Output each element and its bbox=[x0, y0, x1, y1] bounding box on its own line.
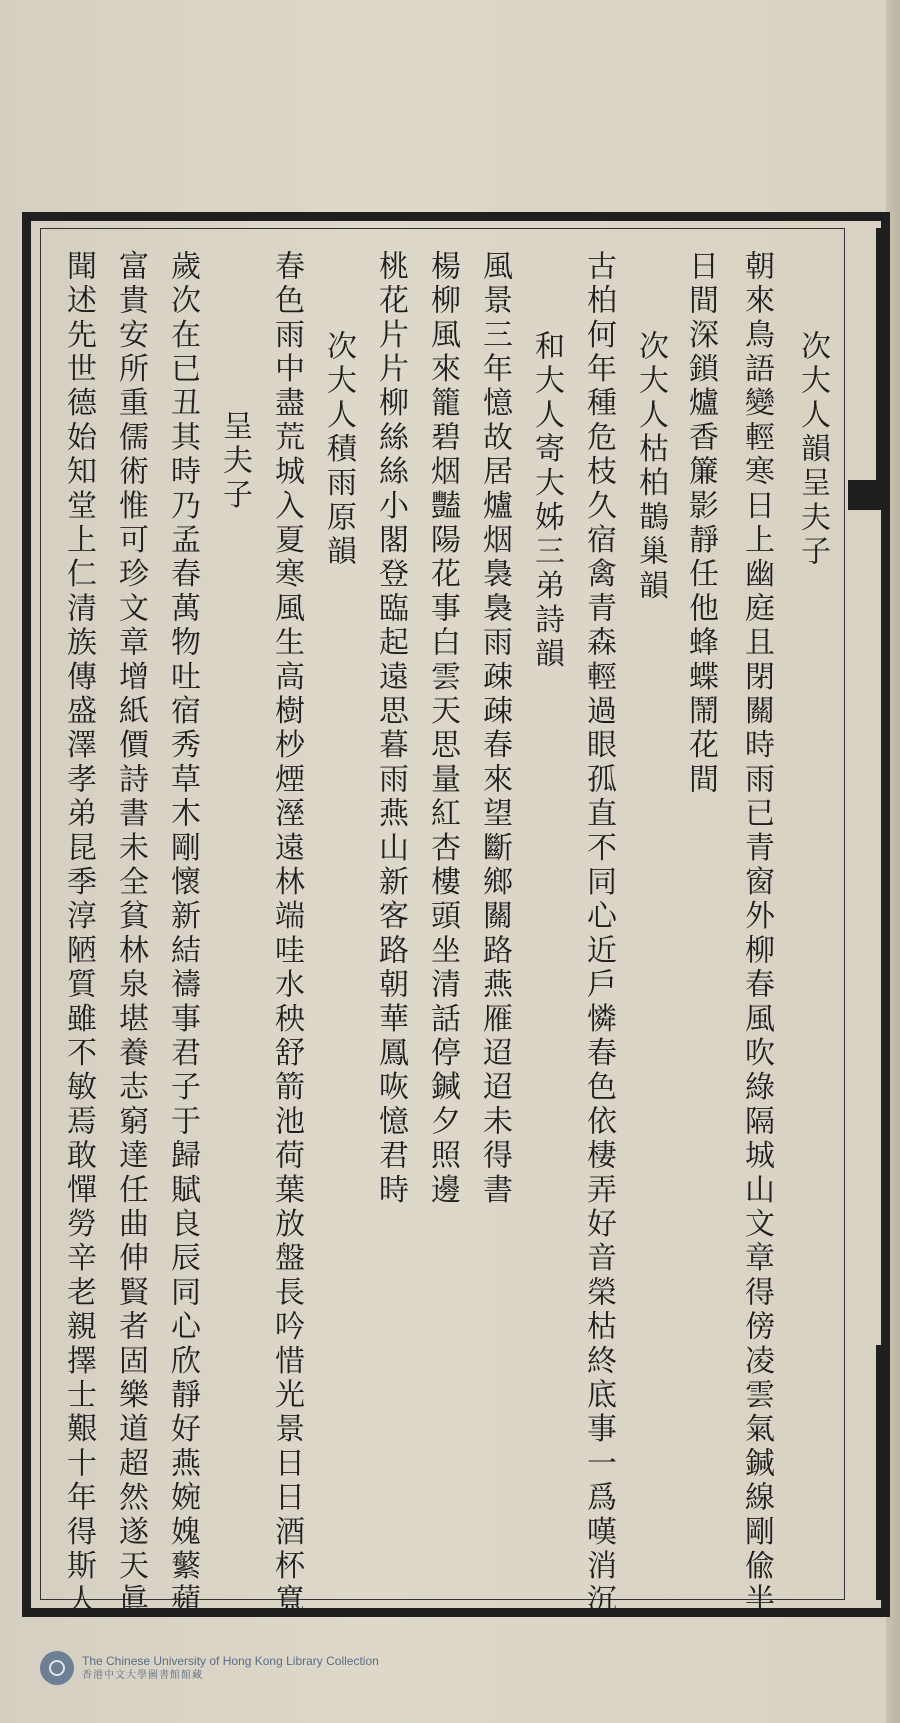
poem-title-5: 呈夫子 bbox=[217, 410, 252, 513]
side-tab-mid bbox=[848, 480, 886, 510]
text-column-5: 古柏何年種危枝久宿禽青森輕過眼孤直不同心近戶憐春色依棲弄好音榮枯終底事一爲嘆消沉 bbox=[581, 250, 616, 1618]
side-tab-bottom bbox=[876, 1345, 886, 1600]
text-column-3: 日間深鎖爐香簾影靜任他蜂蝶鬧花間 bbox=[683, 250, 718, 798]
text-column-7: 風景三年憶故居爐烟裊裊雨疎疎春來望斷鄉關路燕雁迢迢未得書 bbox=[477, 250, 512, 1208]
poem-title-3: 和大人寄大姊三弟詩韻 bbox=[529, 330, 564, 672]
poem-title-1: 次大人韻呈夫子 bbox=[795, 330, 830, 570]
cuhk-library-logo-icon bbox=[40, 1651, 74, 1685]
text-column-2: 朝來鳥語變輕寒日上幽庭且閉關時雨已青窗外柳春風吹綠隔城山文章得傍凌雲氣鍼線剛偸半 bbox=[739, 250, 774, 1618]
watermark-chinese: 香港中文大學圖書館館藏 bbox=[82, 1670, 203, 1681]
library-watermark bbox=[40, 1648, 460, 1688]
text-column-14: 富貴安所重儒術惟可珍文章增紙價詩書未全貧林泉堪養志窮達任曲伸賢者固樂道超然遂天眞 bbox=[113, 250, 148, 1618]
poem-title-4: 次大人積雨原韻 bbox=[321, 330, 356, 570]
side-tab-top bbox=[876, 228, 886, 480]
watermark-english: The Chinese University of Hong Kong Library Collection bbox=[82, 1654, 379, 1668]
text-column-13: 歲次在已丑其時乃孟春萬物吐宿秀草木剛懷新結禱事君子于歸賦良辰同心欣靜好燕婉媿蘩蘋 bbox=[165, 250, 200, 1618]
text-column-15: 聞述先世德始知堂上仁清族傳盛澤孝弟昆季淳陋質雖不敏焉敢憚勞辛老親擇士艱十年得斯人 bbox=[61, 250, 96, 1618]
text-column-9: 桃花片片柳絲絲小閣登臨起遠思暮雨燕山新客路朝華鳳咴憶君時 bbox=[373, 250, 408, 1208]
text-column-8: 楊柳風來籠碧烟豔陽花事白雲天思量紅杏樓頭坐清話停鍼夕照邊 bbox=[425, 250, 460, 1208]
text-column-11: 春色雨中盡荒城入夏寒風生高樹杪煙溼遠林端哇水秧舒箭池荷葉放盤長吟惜光景日日酒杯寬 bbox=[269, 250, 304, 1618]
poem-title-2: 次大人枯柏鵲巢韻 bbox=[633, 330, 668, 604]
